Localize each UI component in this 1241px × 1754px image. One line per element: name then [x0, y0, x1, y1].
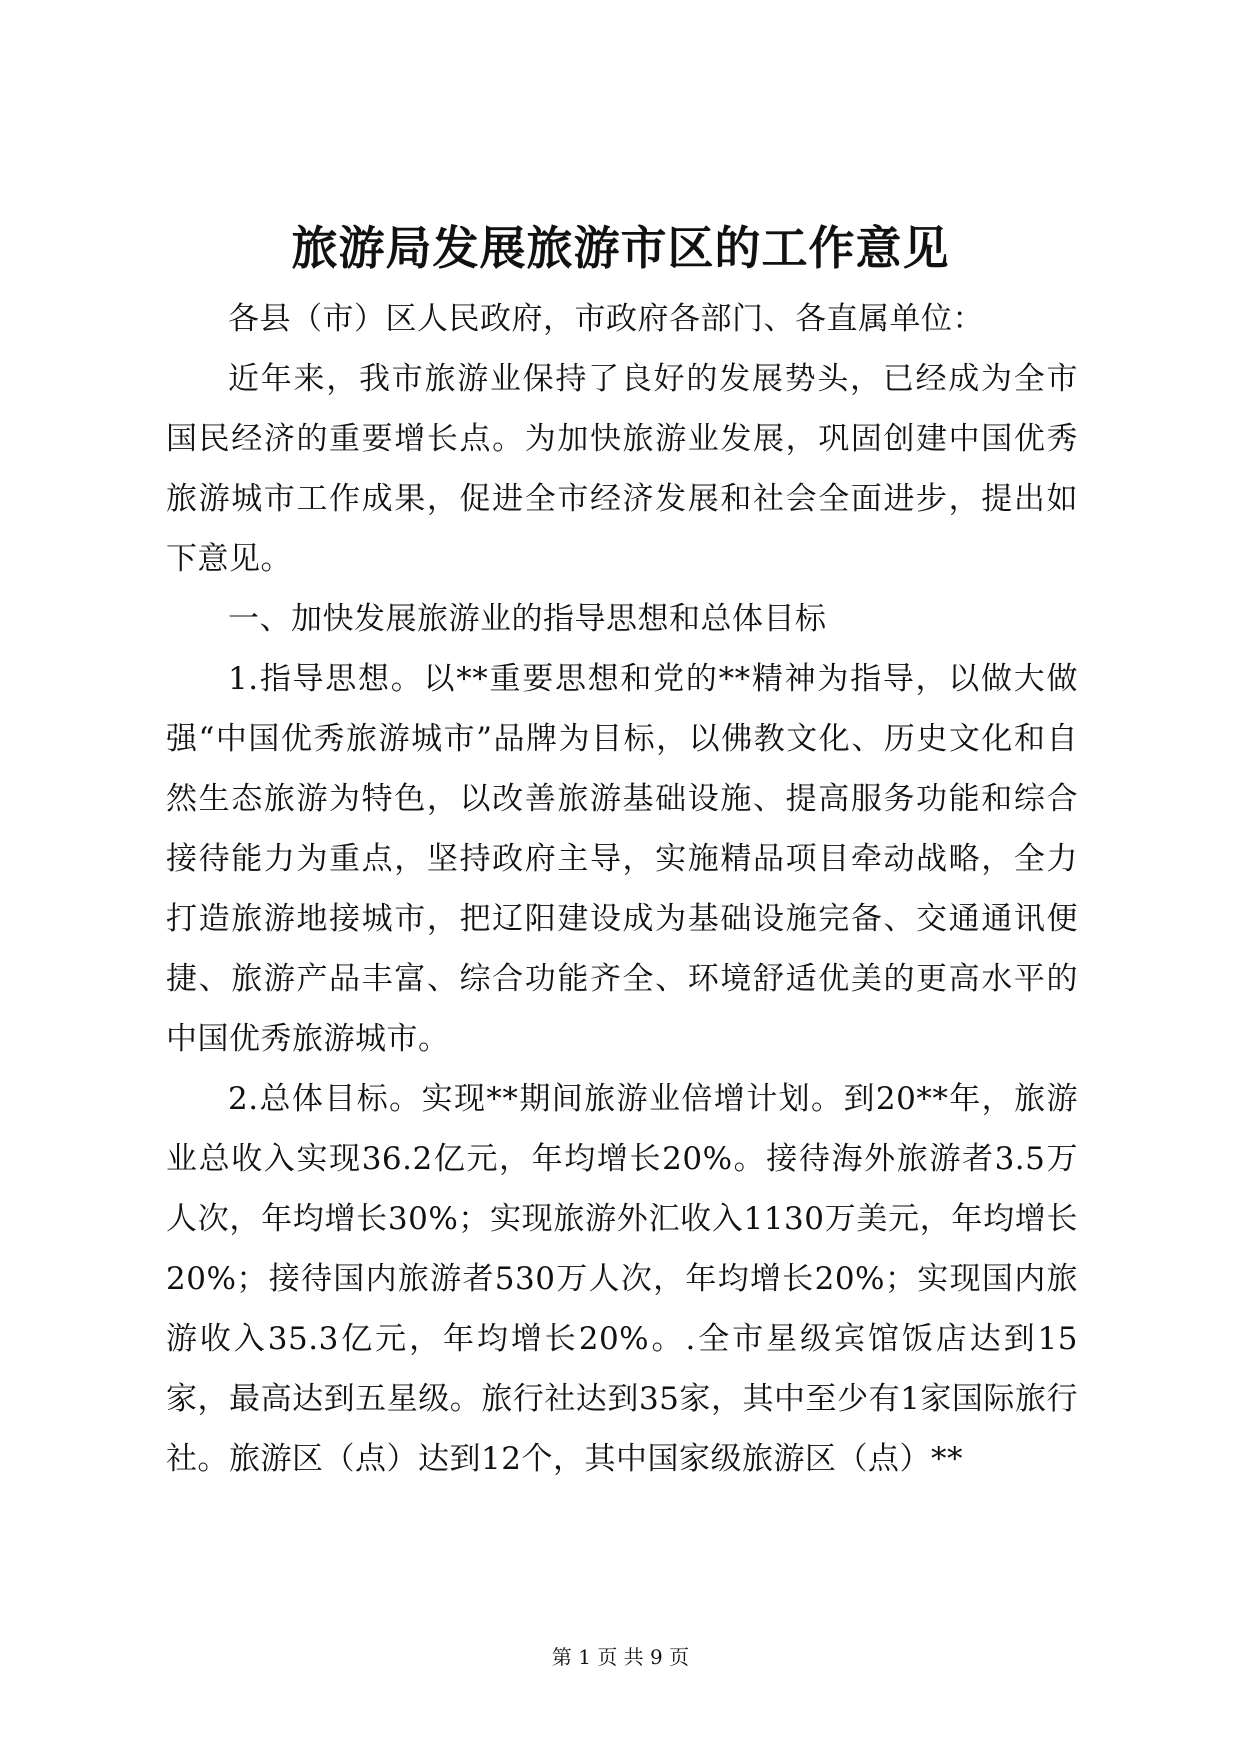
page-footer: 第 1 页 共 9 页 — [551, 1645, 690, 1669]
document-title: 旅游局发展旅游市区的工作意见 — [291, 221, 950, 275]
paragraph-guiding-ideology: 1.指导思想。以**重要思想和党的**精神为指导，以做大做强“中国优秀旅游城市”品牌为目标，以佛教文化、历史文化和自然生态旅游为特色，以改善旅游基础设施、提高服务功能和综合接待能力为重点，坚持政府主导，实施精品项目牵动战略，全力打造旅游地接城市，把辽阳建设成为基础设施完备、交通通讯便捷、旅游产品丰富、综合功能齐全、环境舒适优美的更高水平的中国优秀旅游城市。 — [166, 661, 1078, 1057]
section-heading: 一、加快发展旅游业的指导思想和总体目标 — [228, 601, 827, 637]
paragraph-intro: 近年来，我市旅游业保持了良好的发展势头，已经成为全市国民经济的重要增长点。为加快旅游业发展，巩固创建中国优秀旅游城市工作成果，促进全市经济发展和社会全面进步，提出如下意见。 — [166, 361, 1078, 577]
salutation: 各县（市）区人民政府，市政府各部门、各直属单位： — [228, 301, 984, 337]
document-body — [166, 289, 1078, 1489]
paragraph-overall-goals: 2.总体目标。实现**期间旅游业倍增计划。到20**年，旅游业总收入实现36.2亿元，年均增长20%。接待海外旅游者3.5万人次，年均增长30%；实现旅游外汇收入1130万美元，年均增长20%；接待国内旅游者530万人次，年均增长20%；实现国内旅游收入35.3亿元，年均增长20%。.全市星级宾馆饭店达到15家，最高达到五星级。旅行社达到35家，其中至少有1家国际旅行社。旅游区（点）达到12个，其中国家级旅游区（点）** — [166, 1081, 1078, 1477]
